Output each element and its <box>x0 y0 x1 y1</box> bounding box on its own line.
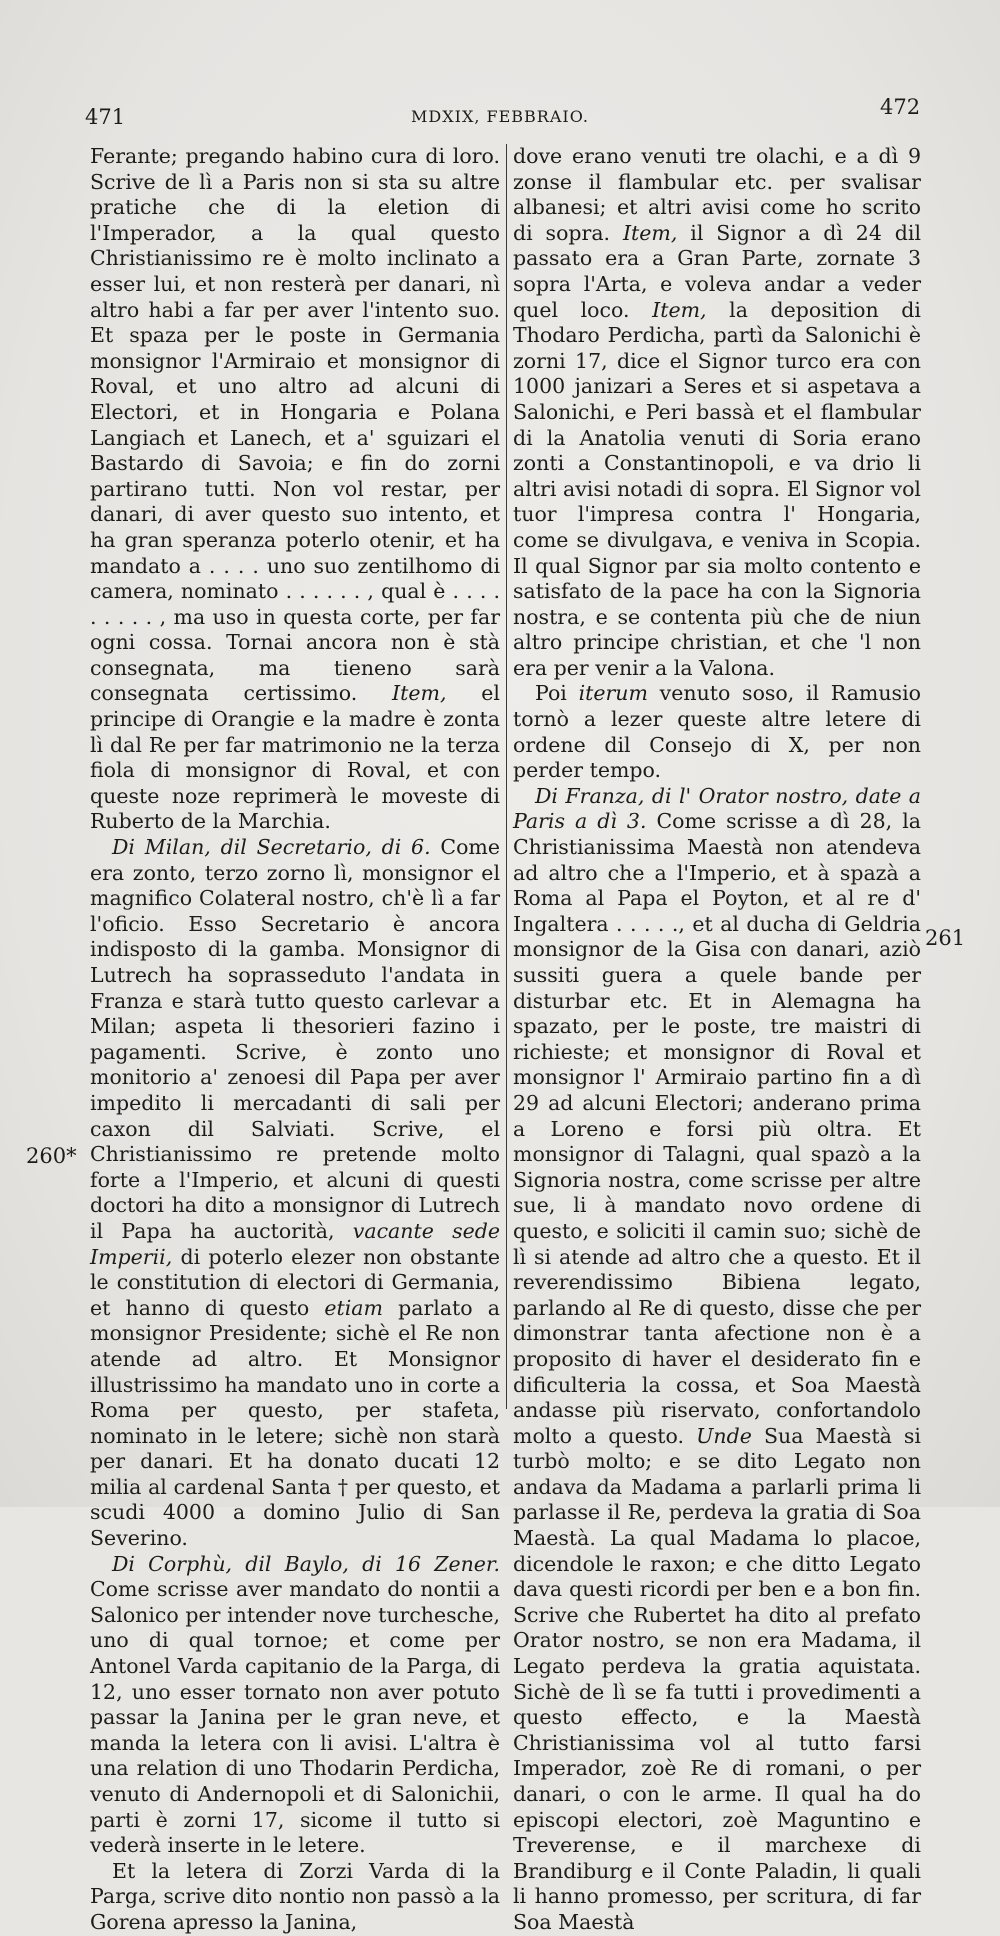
right-page-number: 472 <box>880 95 921 119</box>
paragraph <box>90 1552 500 1859</box>
paragraph <box>513 144 921 681</box>
text-run: il Signor a dì 24 dil passato era a Gran Parte, zornate 3 sopra l'Arta, e voleva andar a veder quel loco. <box>513 220 921 322</box>
paragraph <box>90 1859 500 1936</box>
text-run: di poterlo elezer non obstante le constitution di electori di Germania, et hanno di questo <box>90 1244 500 1320</box>
italic-term: vacante sede Imperii, <box>90 1218 500 1269</box>
text-run: parlato a monsignor Presidente; sichè el Re non atende ad altro. Et Monsignor illustrissimo ha mandato uno in corte a Roma per questo, per stafeta, nominato in le letere; sichè non starà per danari. Et ha donato ducati 12 milia al cardenal Santa † per questo, et scudi 4000 a domino Julio di San Severino. <box>90 1295 500 1551</box>
left-column <box>90 144 500 1936</box>
text-run: Come scrisse aver mandato do nontii a Salonico per intender nove turchesche, uno di qual tornoe; et come per Antonel Varda capitanio de la Parga, di 12, uno esser tornato non aver potuto passar la Janina per le gran neve, et manda la letera con li avisi. L'altra è una relation di uno Thodarin Perdicha, venuto di Andernopoli et di Salonichii, parti è zorni 17, sicome il tutto si vederà inserte in le letere. <box>90 1577 500 1858</box>
text-run: dove erano venuti tre olachi, e a dì 9 zonse il flambular etc. per svalisar albanesi; et altri avisi come ho scrito di sopra. <box>513 144 921 245</box>
paragraph <box>90 835 500 1552</box>
text-run: venuto soso, il Ramusio tornò a lezer queste altre letere di ordene dil Consejo di X, per non perder tempo. <box>513 681 921 783</box>
text-run: el principe di Orangie e la madre è zonta lì dal Re per far matrimonio ne la terza fiola di monsignor di Roval, et con queste noze reprimerà le moveste di Ruberto de la Marchia. <box>90 681 500 834</box>
italic-term: Item, <box>652 297 707 322</box>
text-run: la deposition di Thodaro Perdicha, partì da Salonichi è zorni 17, dice el Signor turco era con 1000 janizari a Seres et si aspetava a Salonichi, e Peri bassà et el flambular di la Anatolia venuti di Soria erano zonti a Constantinopoli, e va drio li altri avisi notadi di sopra. El Signor vol tuor l'impresa contra l' Hongaria, come se divulgava, e veniva in Scopia. Il qual Signor par sia molto contento e satisfato de la pace ha con la Signoria nostra, e se contenta più che de niun altro principe christian, et che 'l non era per venir a la Valona. <box>513 297 921 680</box>
paragraph <box>90 144 500 835</box>
column-rule <box>506 144 507 1409</box>
page-header <box>0 95 1000 135</box>
text-run: Ferante; pregando habino cura di loro. Scrive de lì a Paris non si sta su altre pratiche che di la eletion di l'Imperador, a la qual questo Christianissimo re è molto inclinato a esser lui, et non resterà per danari, nì altro habi a far per aver l'intento suo. Et spaza per le poste in Germania monsignor l'Armiraio et monsignor di Roval, et uno altro ad alcuni di Electori, et in Hongaria e Polana Langiach et Lanech, et a' sguizari el Bastardo di Savoia; e fin do zorni partirano tutti. Non vol restar, per danari, di aver questo suo intento, et ha gran speranza poterlo otenir, et ha mandato a . . . . uno suo zentilhomo di camera, nominato . . . . . . , qual è . . . . . . . . . , ma uso in questa corte, per far ogni cossa. Tornai ancora non è stà consegnata, ma tieneno sarà consegnata certissimo. <box>90 144 500 706</box>
dispatch-heading: Di Franza, di l' Orator nostro, date a Paris a dì 3. <box>513 783 921 834</box>
italic-term: etiam <box>324 1295 383 1320</box>
running-title: MDXIX, FEBBRAIO. <box>411 107 589 126</box>
italic-term: iterum <box>578 681 648 706</box>
text-run: Et la letera di Zorzi Varda di la Parga, scrive dito nontio non passò a la Gorena apresso la Janina, <box>90 1858 500 1934</box>
left-page-number: 471 <box>85 105 126 129</box>
text-run: Sua Maestà si turbò molto; e se dito Legato non andava da Madama a parlarli prima li parlasse il Re, perdeva la gratia di Soa Maestà. La qual Madama lo placoe, dicendole le raxon; e che ditto Legato dava questi ricordi per ben e a bon fin. Scrive che Rubertet ha dito al prefato Orator nostro, se non era Madama, il Legato perdeva la gratia aquistata. Sichè de lì se fa tutti i provedimenti a questo effecto, e la Maestà Christianissima vol al tutto farsi Imperador, zoè Re di romani, o per danari, o con le arme. Il qual ha do episcopi electori, zoè Maguntino e Treverense, e il marchexe di Brandiburg e il Conte Paladin, li quali li hanno promesso, per scritura, di far Soa Maestà <box>513 1423 921 1934</box>
text-run: Come era zonto, terzo zorno lì, monsignor el magnifico Colateral nostro, ch'è lì a far l'oficio. Esso Secretario è ancora indisposto di la gamba. Monsignor di Lutrech ha soprasseduto l'andata in Franza e starà tutto questo carlevar a Milan; aspeta li thesorieri fazino i pagamenti. Scrive, è zonto uno monitorio a' zenoesi dil Papa per aver impedito li mercadanti di sali per caxon dil Salviati. Scrive, el Christianissimo re pretende molto forte a l'Imperio, et alcuni di questi doctori ha dito a monsignor di Lutrech il Papa ha auctorità, <box>90 835 500 1243</box>
italic-term: Item, <box>392 681 447 706</box>
paragraph <box>513 681 921 783</box>
paragraph <box>513 784 921 1936</box>
text-run: Poi <box>535 681 567 706</box>
right-column <box>513 144 921 1936</box>
dispatch-heading: Di Corphù, dil Baylo, di 16 Zener. <box>112 1551 500 1576</box>
dispatch-heading: Di Milan, dil Secretario, di 6. <box>112 835 431 860</box>
italic-term: Unde <box>696 1423 752 1448</box>
margin-note-left: 260* <box>26 1144 77 1168</box>
margin-note-right: 261 <box>925 926 966 950</box>
text-run: Come scrisse a dì 28, la Christianissima Maestà non atendeva ad altro che a l'Imperio, et à spazà a Roma al Papa el Poyton, et al re d' Ingaltera . . . . ., et al ducha di Geldria monsignor de la Gisa con danari, aziò sussiti guera a quele bande per disturbar etc. Et in Alemagna ha spazato, per le poste, tre maistri di richieste; et monsignor di Roval et monsignor l' Armiraio partino fin a dì 29 ad alcuni Electori; anderano prima a Loreno e forsi più oltra. Et monsignor di Talagni, qual spazò a la Signoria nostra, come scrisse per altre sue, li à mandato novo ordene di questo, e soliciti il camin suo; sichè de lì si atende ad altro che a questo. Et il reverendissimo Bibiena legato, parlando al Re di questo, disse che per dimonstrar tanta afectione non è a proposito di haver el desiderato fin e dificulteria la cossa, et Soa Maestà andasse più riservato, confortandolo molto a questo. <box>513 809 921 1448</box>
italic-term: Item, <box>622 220 678 245</box>
